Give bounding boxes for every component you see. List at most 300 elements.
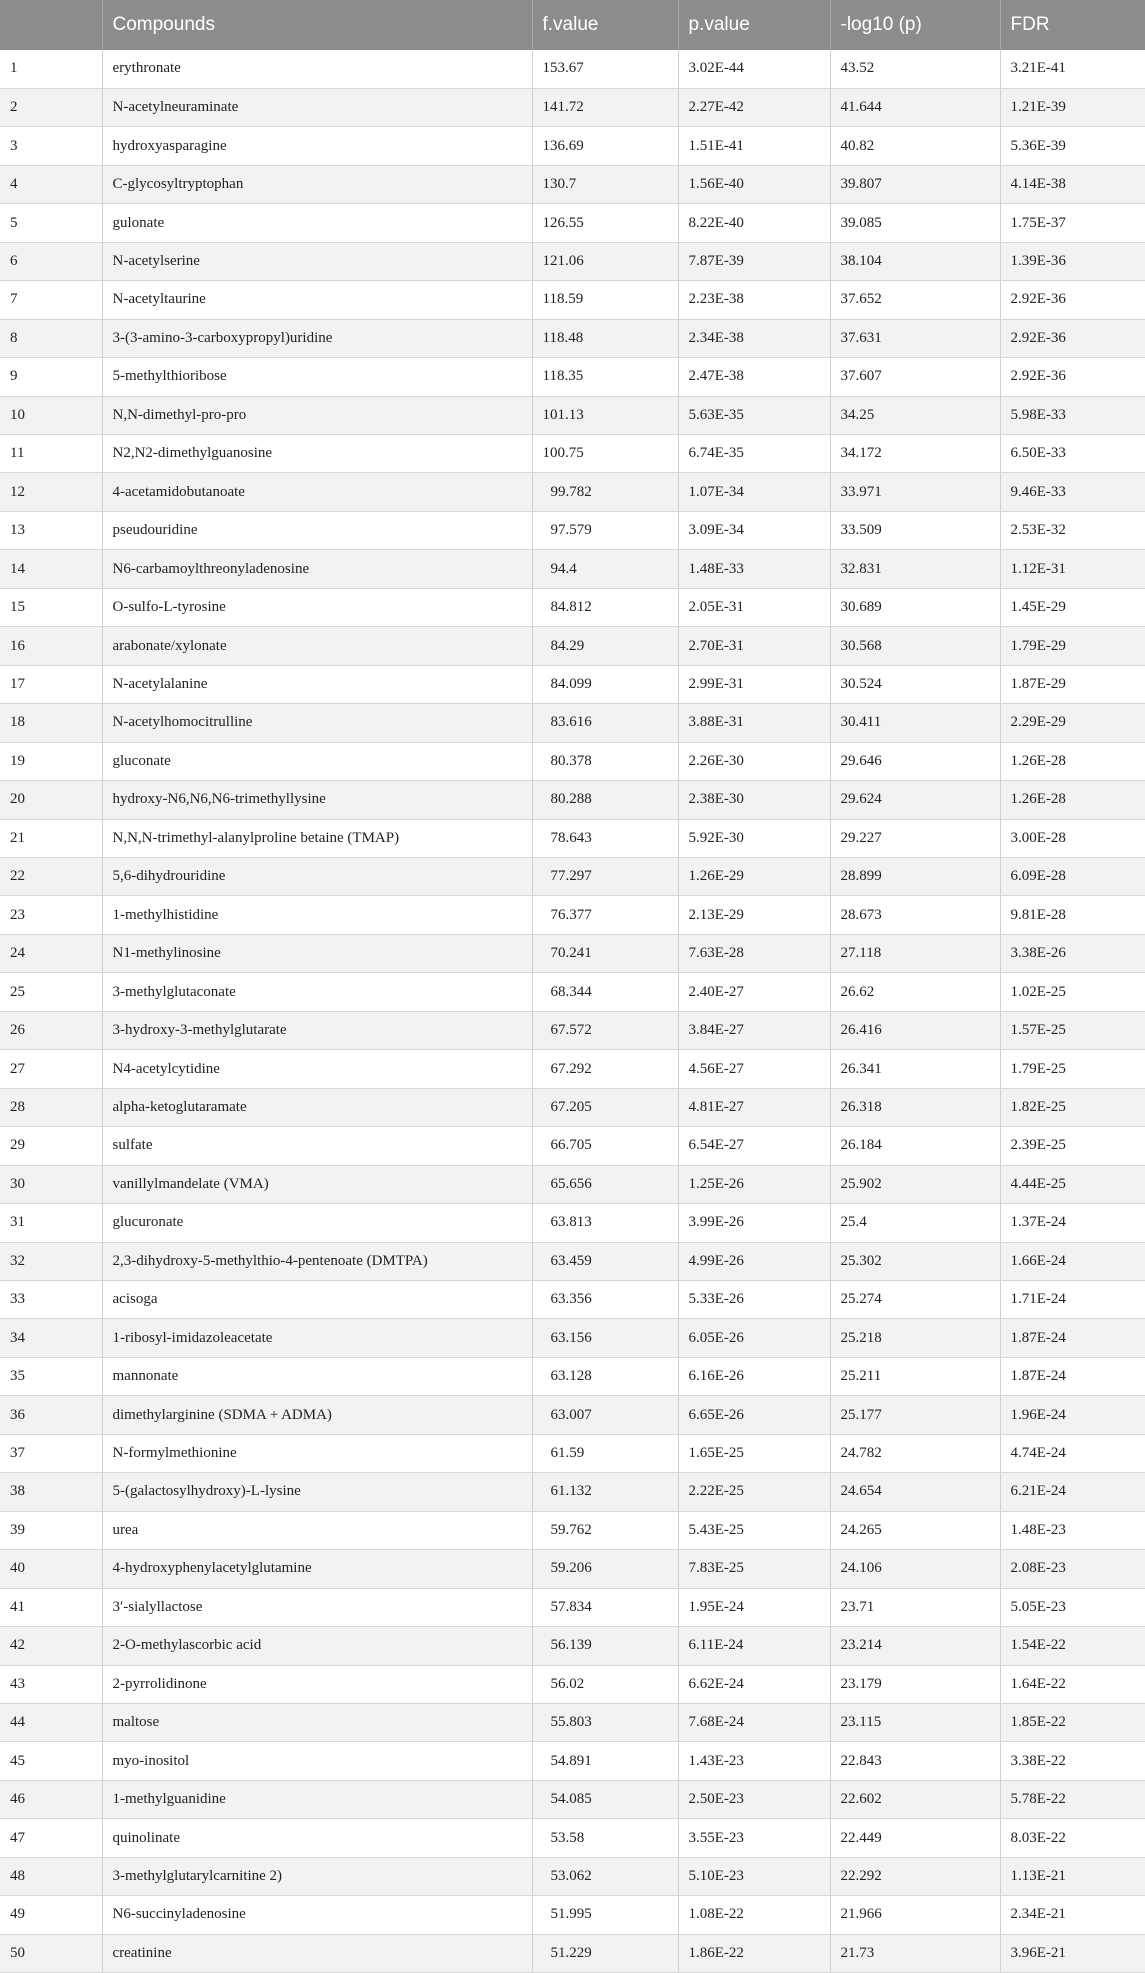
p-value-cell: 7.68E-24 bbox=[678, 1703, 830, 1741]
neg-log10-p-cell: 23.179 bbox=[830, 1665, 1000, 1703]
f-value-cell: 136.69 bbox=[532, 127, 678, 165]
p-value-cell: 2.70E-31 bbox=[678, 627, 830, 665]
compound-name-cell: 2,3-dihydroxy-5-methylthio-4-pentenoate (DMTPA) bbox=[102, 1242, 532, 1280]
neg-log10-p-cell: 30.568 bbox=[830, 627, 1000, 665]
neg-log10-p-cell: 38.104 bbox=[830, 242, 1000, 280]
compound-name-cell: pseudouridine bbox=[102, 511, 532, 549]
table-row bbox=[0, 1819, 1145, 1857]
table-row bbox=[0, 1281, 1145, 1319]
table-row bbox=[0, 1011, 1145, 1049]
row-index-cell: 16 bbox=[0, 627, 102, 665]
fdr-cell: 1.02E-25 bbox=[1000, 973, 1145, 1011]
fdr-cell: 1.87E-29 bbox=[1000, 665, 1145, 703]
f-value-cell: 66.705 bbox=[532, 1127, 678, 1165]
f-value-cell: 121.06 bbox=[532, 242, 678, 280]
table-row bbox=[0, 1742, 1145, 1780]
p-value-cell: 5.43E-25 bbox=[678, 1511, 830, 1549]
header-p-value: p.value bbox=[678, 0, 830, 50]
f-value-cell: 53.062 bbox=[532, 1857, 678, 1895]
fdr-cell: 1.12E-31 bbox=[1000, 550, 1145, 588]
f-value-cell: 54.891 bbox=[532, 1742, 678, 1780]
table-row bbox=[0, 858, 1145, 896]
fdr-cell: 1.87E-24 bbox=[1000, 1319, 1145, 1357]
compound-name-cell: myo-inositol bbox=[102, 1742, 532, 1780]
table-row bbox=[0, 1703, 1145, 1741]
fdr-cell: 1.39E-36 bbox=[1000, 242, 1145, 280]
fdr-cell: 1.45E-29 bbox=[1000, 588, 1145, 626]
p-value-cell: 7.83E-25 bbox=[678, 1550, 830, 1588]
p-value-cell: 2.40E-27 bbox=[678, 973, 830, 1011]
compound-name-cell: 5-(galactosylhydroxy)-L-lysine bbox=[102, 1473, 532, 1511]
row-index-cell: 22 bbox=[0, 858, 102, 896]
neg-log10-p-cell: 26.416 bbox=[830, 1011, 1000, 1049]
table-row bbox=[0, 896, 1145, 934]
f-value-cell: 63.813 bbox=[532, 1204, 678, 1242]
neg-log10-p-cell: 26.318 bbox=[830, 1088, 1000, 1126]
neg-log10-p-cell: 40.82 bbox=[830, 127, 1000, 165]
neg-log10-p-cell: 25.302 bbox=[830, 1242, 1000, 1280]
p-value-cell: 1.08E-22 bbox=[678, 1896, 830, 1934]
f-value-cell: 59.762 bbox=[532, 1511, 678, 1549]
row-index-cell: 31 bbox=[0, 1204, 102, 1242]
fdr-cell: 3.00E-28 bbox=[1000, 819, 1145, 857]
fdr-cell: 1.21E-39 bbox=[1000, 88, 1145, 126]
p-value-cell: 1.51E-41 bbox=[678, 127, 830, 165]
table-row bbox=[0, 435, 1145, 473]
p-value-cell: 6.05E-26 bbox=[678, 1319, 830, 1357]
compound-name-cell: N-acetylneuraminate bbox=[102, 88, 532, 126]
p-value-cell: 5.33E-26 bbox=[678, 1281, 830, 1319]
p-value-cell: 2.23E-38 bbox=[678, 281, 830, 319]
table-row bbox=[0, 1665, 1145, 1703]
neg-log10-p-cell: 29.624 bbox=[830, 781, 1000, 819]
neg-log10-p-cell: 43.52 bbox=[830, 50, 1000, 88]
fdr-cell: 4.44E-25 bbox=[1000, 1165, 1145, 1203]
fdr-cell: 3.21E-41 bbox=[1000, 50, 1145, 88]
table-row bbox=[0, 319, 1145, 357]
compound-name-cell: N6-succinyladenosine bbox=[102, 1896, 532, 1934]
table-row bbox=[0, 1511, 1145, 1549]
table-row bbox=[0, 511, 1145, 549]
table-row bbox=[0, 742, 1145, 780]
fdr-cell: 4.74E-24 bbox=[1000, 1434, 1145, 1472]
row-index-cell: 3 bbox=[0, 127, 102, 165]
fdr-cell: 2.92E-36 bbox=[1000, 281, 1145, 319]
neg-log10-p-cell: 24.654 bbox=[830, 1473, 1000, 1511]
f-value-cell: 67.292 bbox=[532, 1050, 678, 1088]
table-row bbox=[0, 550, 1145, 588]
neg-log10-p-cell: 23.71 bbox=[830, 1588, 1000, 1626]
row-index-cell: 1 bbox=[0, 50, 102, 88]
neg-log10-p-cell: 21.966 bbox=[830, 1896, 1000, 1934]
fdr-cell: 1.82E-25 bbox=[1000, 1088, 1145, 1126]
p-value-cell: 3.99E-26 bbox=[678, 1204, 830, 1242]
fdr-cell: 3.96E-21 bbox=[1000, 1934, 1145, 1972]
fdr-cell: 1.54E-22 bbox=[1000, 1627, 1145, 1665]
table-row bbox=[0, 1434, 1145, 1472]
f-value-cell: 153.67 bbox=[532, 50, 678, 88]
fdr-cell: 1.79E-29 bbox=[1000, 627, 1145, 665]
compound-name-cell: creatinine bbox=[102, 1934, 532, 1972]
compound-name-cell: C-glycosyltryptophan bbox=[102, 165, 532, 203]
compound-name-cell: 4-acetamidobutanoate bbox=[102, 473, 532, 511]
neg-log10-p-cell: 25.211 bbox=[830, 1357, 1000, 1395]
table-row bbox=[0, 1473, 1145, 1511]
fdr-cell: 5.78E-22 bbox=[1000, 1780, 1145, 1818]
row-index-cell: 4 bbox=[0, 165, 102, 203]
neg-log10-p-cell: 28.899 bbox=[830, 858, 1000, 896]
row-index-cell: 23 bbox=[0, 896, 102, 934]
compound-name-cell: N-formylmethionine bbox=[102, 1434, 532, 1472]
row-index-cell: 40 bbox=[0, 1550, 102, 1588]
fdr-cell: 1.75E-37 bbox=[1000, 204, 1145, 242]
compound-name-cell: sulfate bbox=[102, 1127, 532, 1165]
compound-name-cell: 1-methylguanidine bbox=[102, 1780, 532, 1818]
compound-name-cell: 2-O-methylascorbic acid bbox=[102, 1627, 532, 1665]
neg-log10-p-cell: 39.807 bbox=[830, 165, 1000, 203]
compound-name-cell: acisoga bbox=[102, 1281, 532, 1319]
table-row bbox=[0, 127, 1145, 165]
f-value-cell: 94.4 bbox=[532, 550, 678, 588]
p-value-cell: 2.22E-25 bbox=[678, 1473, 830, 1511]
compound-name-cell: 3′-sialyllactose bbox=[102, 1588, 532, 1626]
row-index-cell: 25 bbox=[0, 973, 102, 1011]
compound-name-cell: N-acetylalanine bbox=[102, 665, 532, 703]
fdr-cell: 1.13E-21 bbox=[1000, 1857, 1145, 1895]
neg-log10-p-cell: 30.524 bbox=[830, 665, 1000, 703]
row-index-cell: 47 bbox=[0, 1819, 102, 1857]
f-value-cell: 56.02 bbox=[532, 1665, 678, 1703]
compound-name-cell: N4-acetylcytidine bbox=[102, 1050, 532, 1088]
table-row bbox=[0, 242, 1145, 280]
table-row bbox=[0, 473, 1145, 511]
neg-log10-p-cell: 26.62 bbox=[830, 973, 1000, 1011]
neg-log10-p-cell: 27.118 bbox=[830, 934, 1000, 972]
p-value-cell: 3.84E-27 bbox=[678, 1011, 830, 1049]
fdr-cell: 2.39E-25 bbox=[1000, 1127, 1145, 1165]
neg-log10-p-cell: 21.73 bbox=[830, 1934, 1000, 1972]
compound-name-cell: arabonate/xylonate bbox=[102, 627, 532, 665]
p-value-cell: 2.27E-42 bbox=[678, 88, 830, 126]
f-value-cell: 67.205 bbox=[532, 1088, 678, 1126]
p-value-cell: 2.34E-38 bbox=[678, 319, 830, 357]
compound-name-cell: 1-ribosyl-imidazoleacetate bbox=[102, 1319, 532, 1357]
row-index-cell: 46 bbox=[0, 1780, 102, 1818]
header-compounds: Compounds bbox=[102, 0, 532, 50]
f-value-cell: 70.241 bbox=[532, 934, 678, 972]
fdr-cell: 1.87E-24 bbox=[1000, 1357, 1145, 1395]
compound-name-cell: N6-carbamoylthreonyladenosine bbox=[102, 550, 532, 588]
table-row bbox=[0, 1165, 1145, 1203]
neg-log10-p-cell: 25.177 bbox=[830, 1396, 1000, 1434]
table-row bbox=[0, 627, 1145, 665]
fdr-cell: 3.38E-26 bbox=[1000, 934, 1145, 972]
fdr-cell: 2.92E-36 bbox=[1000, 319, 1145, 357]
row-index-cell: 38 bbox=[0, 1473, 102, 1511]
p-value-cell: 5.10E-23 bbox=[678, 1857, 830, 1895]
table-row bbox=[0, 165, 1145, 203]
compound-name-cell: O-sulfo-L-tyrosine bbox=[102, 588, 532, 626]
table-row bbox=[0, 204, 1145, 242]
table-row bbox=[0, 1242, 1145, 1280]
f-value-cell: 77.297 bbox=[532, 858, 678, 896]
fdr-cell: 2.92E-36 bbox=[1000, 358, 1145, 396]
p-value-cell: 8.22E-40 bbox=[678, 204, 830, 242]
neg-log10-p-cell: 24.265 bbox=[830, 1511, 1000, 1549]
f-value-cell: 56.139 bbox=[532, 1627, 678, 1665]
neg-log10-p-cell: 39.085 bbox=[830, 204, 1000, 242]
f-value-cell: 84.812 bbox=[532, 588, 678, 626]
table-row bbox=[0, 819, 1145, 857]
row-index-cell: 21 bbox=[0, 819, 102, 857]
p-value-cell: 5.92E-30 bbox=[678, 819, 830, 857]
compound-name-cell: 4-hydroxyphenylacetylglutamine bbox=[102, 1550, 532, 1588]
f-value-cell: 118.48 bbox=[532, 319, 678, 357]
table-row bbox=[0, 665, 1145, 703]
f-value-cell: 100.75 bbox=[532, 435, 678, 473]
compound-name-cell: N,N-dimethyl-pro-pro bbox=[102, 396, 532, 434]
p-value-cell: 1.07E-34 bbox=[678, 473, 830, 511]
p-value-cell: 1.48E-33 bbox=[678, 550, 830, 588]
f-value-cell: 141.72 bbox=[532, 88, 678, 126]
row-index-cell: 18 bbox=[0, 704, 102, 742]
fdr-cell: 6.50E-33 bbox=[1000, 435, 1145, 473]
neg-log10-p-cell: 30.689 bbox=[830, 588, 1000, 626]
fdr-cell: 1.71E-24 bbox=[1000, 1281, 1145, 1319]
f-value-cell: 63.156 bbox=[532, 1319, 678, 1357]
neg-log10-p-cell: 22.602 bbox=[830, 1780, 1000, 1818]
row-index-cell: 35 bbox=[0, 1357, 102, 1395]
fdr-cell: 1.48E-23 bbox=[1000, 1511, 1145, 1549]
compound-name-cell: maltose bbox=[102, 1703, 532, 1741]
row-index-cell: 49 bbox=[0, 1896, 102, 1934]
f-value-cell: 63.007 bbox=[532, 1396, 678, 1434]
neg-log10-p-cell: 41.644 bbox=[830, 88, 1000, 126]
row-index-cell: 5 bbox=[0, 204, 102, 242]
fdr-cell: 2.29E-29 bbox=[1000, 704, 1145, 742]
neg-log10-p-cell: 37.607 bbox=[830, 358, 1000, 396]
p-value-cell: 1.25E-26 bbox=[678, 1165, 830, 1203]
p-value-cell: 6.65E-26 bbox=[678, 1396, 830, 1434]
fdr-cell: 5.05E-23 bbox=[1000, 1588, 1145, 1626]
table-row bbox=[0, 281, 1145, 319]
header-fdr: FDR bbox=[1000, 0, 1145, 50]
compound-name-cell: N-acetylhomocitrulline bbox=[102, 704, 532, 742]
row-index-cell: 28 bbox=[0, 1088, 102, 1126]
neg-log10-p-cell: 30.411 bbox=[830, 704, 1000, 742]
table-row bbox=[0, 1204, 1145, 1242]
table-row bbox=[0, 1127, 1145, 1165]
p-value-cell: 3.88E-31 bbox=[678, 704, 830, 742]
p-value-cell: 3.09E-34 bbox=[678, 511, 830, 549]
row-index-cell: 14 bbox=[0, 550, 102, 588]
table-row bbox=[0, 1357, 1145, 1395]
fdr-cell: 2.08E-23 bbox=[1000, 1550, 1145, 1588]
p-value-cell: 6.62E-24 bbox=[678, 1665, 830, 1703]
neg-log10-p-cell: 22.292 bbox=[830, 1857, 1000, 1895]
compound-name-cell: N1-methylinosine bbox=[102, 934, 532, 972]
table-row bbox=[0, 1088, 1145, 1126]
f-value-cell: 80.378 bbox=[532, 742, 678, 780]
f-value-cell: 57.834 bbox=[532, 1588, 678, 1626]
row-index-cell: 8 bbox=[0, 319, 102, 357]
neg-log10-p-cell: 25.902 bbox=[830, 1165, 1000, 1203]
table-row bbox=[0, 704, 1145, 742]
row-index-cell: 26 bbox=[0, 1011, 102, 1049]
compound-name-cell: urea bbox=[102, 1511, 532, 1549]
header-neg-log10-p: -log10 (p) bbox=[830, 0, 1000, 50]
neg-log10-p-cell: 25.4 bbox=[830, 1204, 1000, 1242]
p-value-cell: 1.95E-24 bbox=[678, 1588, 830, 1626]
neg-log10-p-cell: 22.843 bbox=[830, 1742, 1000, 1780]
fdr-cell: 1.66E-24 bbox=[1000, 1242, 1145, 1280]
compound-name-cell: N,N,N-trimethyl-alanylproline betaine (TMAP) bbox=[102, 819, 532, 857]
p-value-cell: 1.43E-23 bbox=[678, 1742, 830, 1780]
compound-name-cell: gluconate bbox=[102, 742, 532, 780]
compound-name-cell: hydroxy-N6,N6,N6-trimethyllysine bbox=[102, 781, 532, 819]
neg-log10-p-cell: 34.25 bbox=[830, 396, 1000, 434]
row-index-cell: 13 bbox=[0, 511, 102, 549]
fdr-cell: 1.85E-22 bbox=[1000, 1703, 1145, 1741]
compound-name-cell: 2-pyrrolidinone bbox=[102, 1665, 532, 1703]
row-index-cell: 45 bbox=[0, 1742, 102, 1780]
table-row bbox=[0, 1550, 1145, 1588]
row-index-cell: 10 bbox=[0, 396, 102, 434]
row-index-cell: 33 bbox=[0, 1281, 102, 1319]
neg-log10-p-cell: 33.971 bbox=[830, 473, 1000, 511]
p-value-cell: 4.81E-27 bbox=[678, 1088, 830, 1126]
p-value-cell: 2.13E-29 bbox=[678, 896, 830, 934]
row-index-cell: 32 bbox=[0, 1242, 102, 1280]
compound-name-cell: N-acetylserine bbox=[102, 242, 532, 280]
neg-log10-p-cell: 29.227 bbox=[830, 819, 1000, 857]
neg-log10-p-cell: 37.631 bbox=[830, 319, 1000, 357]
neg-log10-p-cell: 24.782 bbox=[830, 1434, 1000, 1472]
table-header-row bbox=[0, 0, 1145, 50]
f-value-cell: 51.229 bbox=[532, 1934, 678, 1972]
compound-name-cell: 5-methylthioribose bbox=[102, 358, 532, 396]
compound-name-cell: erythronate bbox=[102, 50, 532, 88]
table-row bbox=[0, 1896, 1145, 1934]
row-index-cell: 39 bbox=[0, 1511, 102, 1549]
table-row bbox=[0, 934, 1145, 972]
table-row bbox=[0, 1627, 1145, 1665]
row-index-cell: 42 bbox=[0, 1627, 102, 1665]
header-f-value: f.value bbox=[532, 0, 678, 50]
f-value-cell: 101.13 bbox=[532, 396, 678, 434]
f-value-cell: 84.099 bbox=[532, 665, 678, 703]
p-value-cell: 6.11E-24 bbox=[678, 1627, 830, 1665]
p-value-cell: 4.56E-27 bbox=[678, 1050, 830, 1088]
fdr-cell: 8.03E-22 bbox=[1000, 1819, 1145, 1857]
f-value-cell: 51.995 bbox=[532, 1896, 678, 1934]
fdr-cell: 1.26E-28 bbox=[1000, 781, 1145, 819]
compound-name-cell: N-acetyltaurine bbox=[102, 281, 532, 319]
fdr-cell: 9.46E-33 bbox=[1000, 473, 1145, 511]
row-index-cell: 19 bbox=[0, 742, 102, 780]
fdr-cell: 1.96E-24 bbox=[1000, 1396, 1145, 1434]
table-row bbox=[0, 1588, 1145, 1626]
neg-log10-p-cell: 29.646 bbox=[830, 742, 1000, 780]
row-index-cell: 43 bbox=[0, 1665, 102, 1703]
compound-name-cell: 5,6-dihydrouridine bbox=[102, 858, 532, 896]
p-value-cell: 1.56E-40 bbox=[678, 165, 830, 203]
row-index-cell: 41 bbox=[0, 1588, 102, 1626]
row-index-cell: 20 bbox=[0, 781, 102, 819]
p-value-cell: 4.99E-26 bbox=[678, 1242, 830, 1280]
table-row bbox=[0, 1396, 1145, 1434]
fdr-cell: 3.38E-22 bbox=[1000, 1742, 1145, 1780]
row-index-cell: 17 bbox=[0, 665, 102, 703]
compound-name-cell: 3-hydroxy-3-methylglutarate bbox=[102, 1011, 532, 1049]
f-value-cell: 63.459 bbox=[532, 1242, 678, 1280]
row-index-cell: 48 bbox=[0, 1857, 102, 1895]
p-value-cell: 2.05E-31 bbox=[678, 588, 830, 626]
header-index bbox=[0, 0, 102, 50]
row-index-cell: 50 bbox=[0, 1934, 102, 1972]
table-row bbox=[0, 1780, 1145, 1818]
table-row bbox=[0, 588, 1145, 626]
compound-name-cell: dimethylarginine (SDMA + ADMA) bbox=[102, 1396, 532, 1434]
p-value-cell: 2.50E-23 bbox=[678, 1780, 830, 1818]
table-row bbox=[0, 1857, 1145, 1895]
compound-name-cell: 3-(3-amino-3-carboxypropyl)uridine bbox=[102, 319, 532, 357]
fdr-cell: 1.64E-22 bbox=[1000, 1665, 1145, 1703]
fdr-cell: 1.26E-28 bbox=[1000, 742, 1145, 780]
row-index-cell: 37 bbox=[0, 1434, 102, 1472]
compound-name-cell: 3-methylglutarylcarnitine 2) bbox=[102, 1857, 532, 1895]
table-row bbox=[0, 973, 1145, 1011]
f-value-cell: 63.356 bbox=[532, 1281, 678, 1319]
table-row bbox=[0, 50, 1145, 88]
f-value-cell: 84.29 bbox=[532, 627, 678, 665]
fdr-cell: 4.14E-38 bbox=[1000, 165, 1145, 203]
fdr-cell: 5.36E-39 bbox=[1000, 127, 1145, 165]
p-value-cell: 5.63E-35 bbox=[678, 396, 830, 434]
f-value-cell: 61.59 bbox=[532, 1434, 678, 1472]
compound-name-cell: hydroxyasparagine bbox=[102, 127, 532, 165]
row-index-cell: 11 bbox=[0, 435, 102, 473]
row-index-cell: 27 bbox=[0, 1050, 102, 1088]
neg-log10-p-cell: 28.673 bbox=[830, 896, 1000, 934]
f-value-cell: 118.35 bbox=[532, 358, 678, 396]
fdr-cell: 9.81E-28 bbox=[1000, 896, 1145, 934]
f-value-cell: 63.128 bbox=[532, 1357, 678, 1395]
f-value-cell: 61.132 bbox=[532, 1473, 678, 1511]
table-row bbox=[0, 1319, 1145, 1357]
f-value-cell: 54.085 bbox=[532, 1780, 678, 1818]
f-value-cell: 65.656 bbox=[532, 1165, 678, 1203]
row-index-cell: 44 bbox=[0, 1703, 102, 1741]
neg-log10-p-cell: 23.115 bbox=[830, 1703, 1000, 1741]
p-value-cell: 6.16E-26 bbox=[678, 1357, 830, 1395]
fdr-cell: 2.53E-32 bbox=[1000, 511, 1145, 549]
neg-log10-p-cell: 32.831 bbox=[830, 550, 1000, 588]
p-value-cell: 1.26E-29 bbox=[678, 858, 830, 896]
p-value-cell: 7.63E-28 bbox=[678, 934, 830, 972]
row-index-cell: 30 bbox=[0, 1165, 102, 1203]
fdr-cell: 2.34E-21 bbox=[1000, 1896, 1145, 1934]
table-row bbox=[0, 1934, 1145, 1972]
row-index-cell: 2 bbox=[0, 88, 102, 126]
f-value-cell: 53.58 bbox=[532, 1819, 678, 1857]
compound-name-cell: quinolinate bbox=[102, 1819, 532, 1857]
row-index-cell: 15 bbox=[0, 588, 102, 626]
p-value-cell: 2.38E-30 bbox=[678, 781, 830, 819]
fdr-cell: 1.79E-25 bbox=[1000, 1050, 1145, 1088]
compound-name-cell: mannonate bbox=[102, 1357, 532, 1395]
row-index-cell: 34 bbox=[0, 1319, 102, 1357]
